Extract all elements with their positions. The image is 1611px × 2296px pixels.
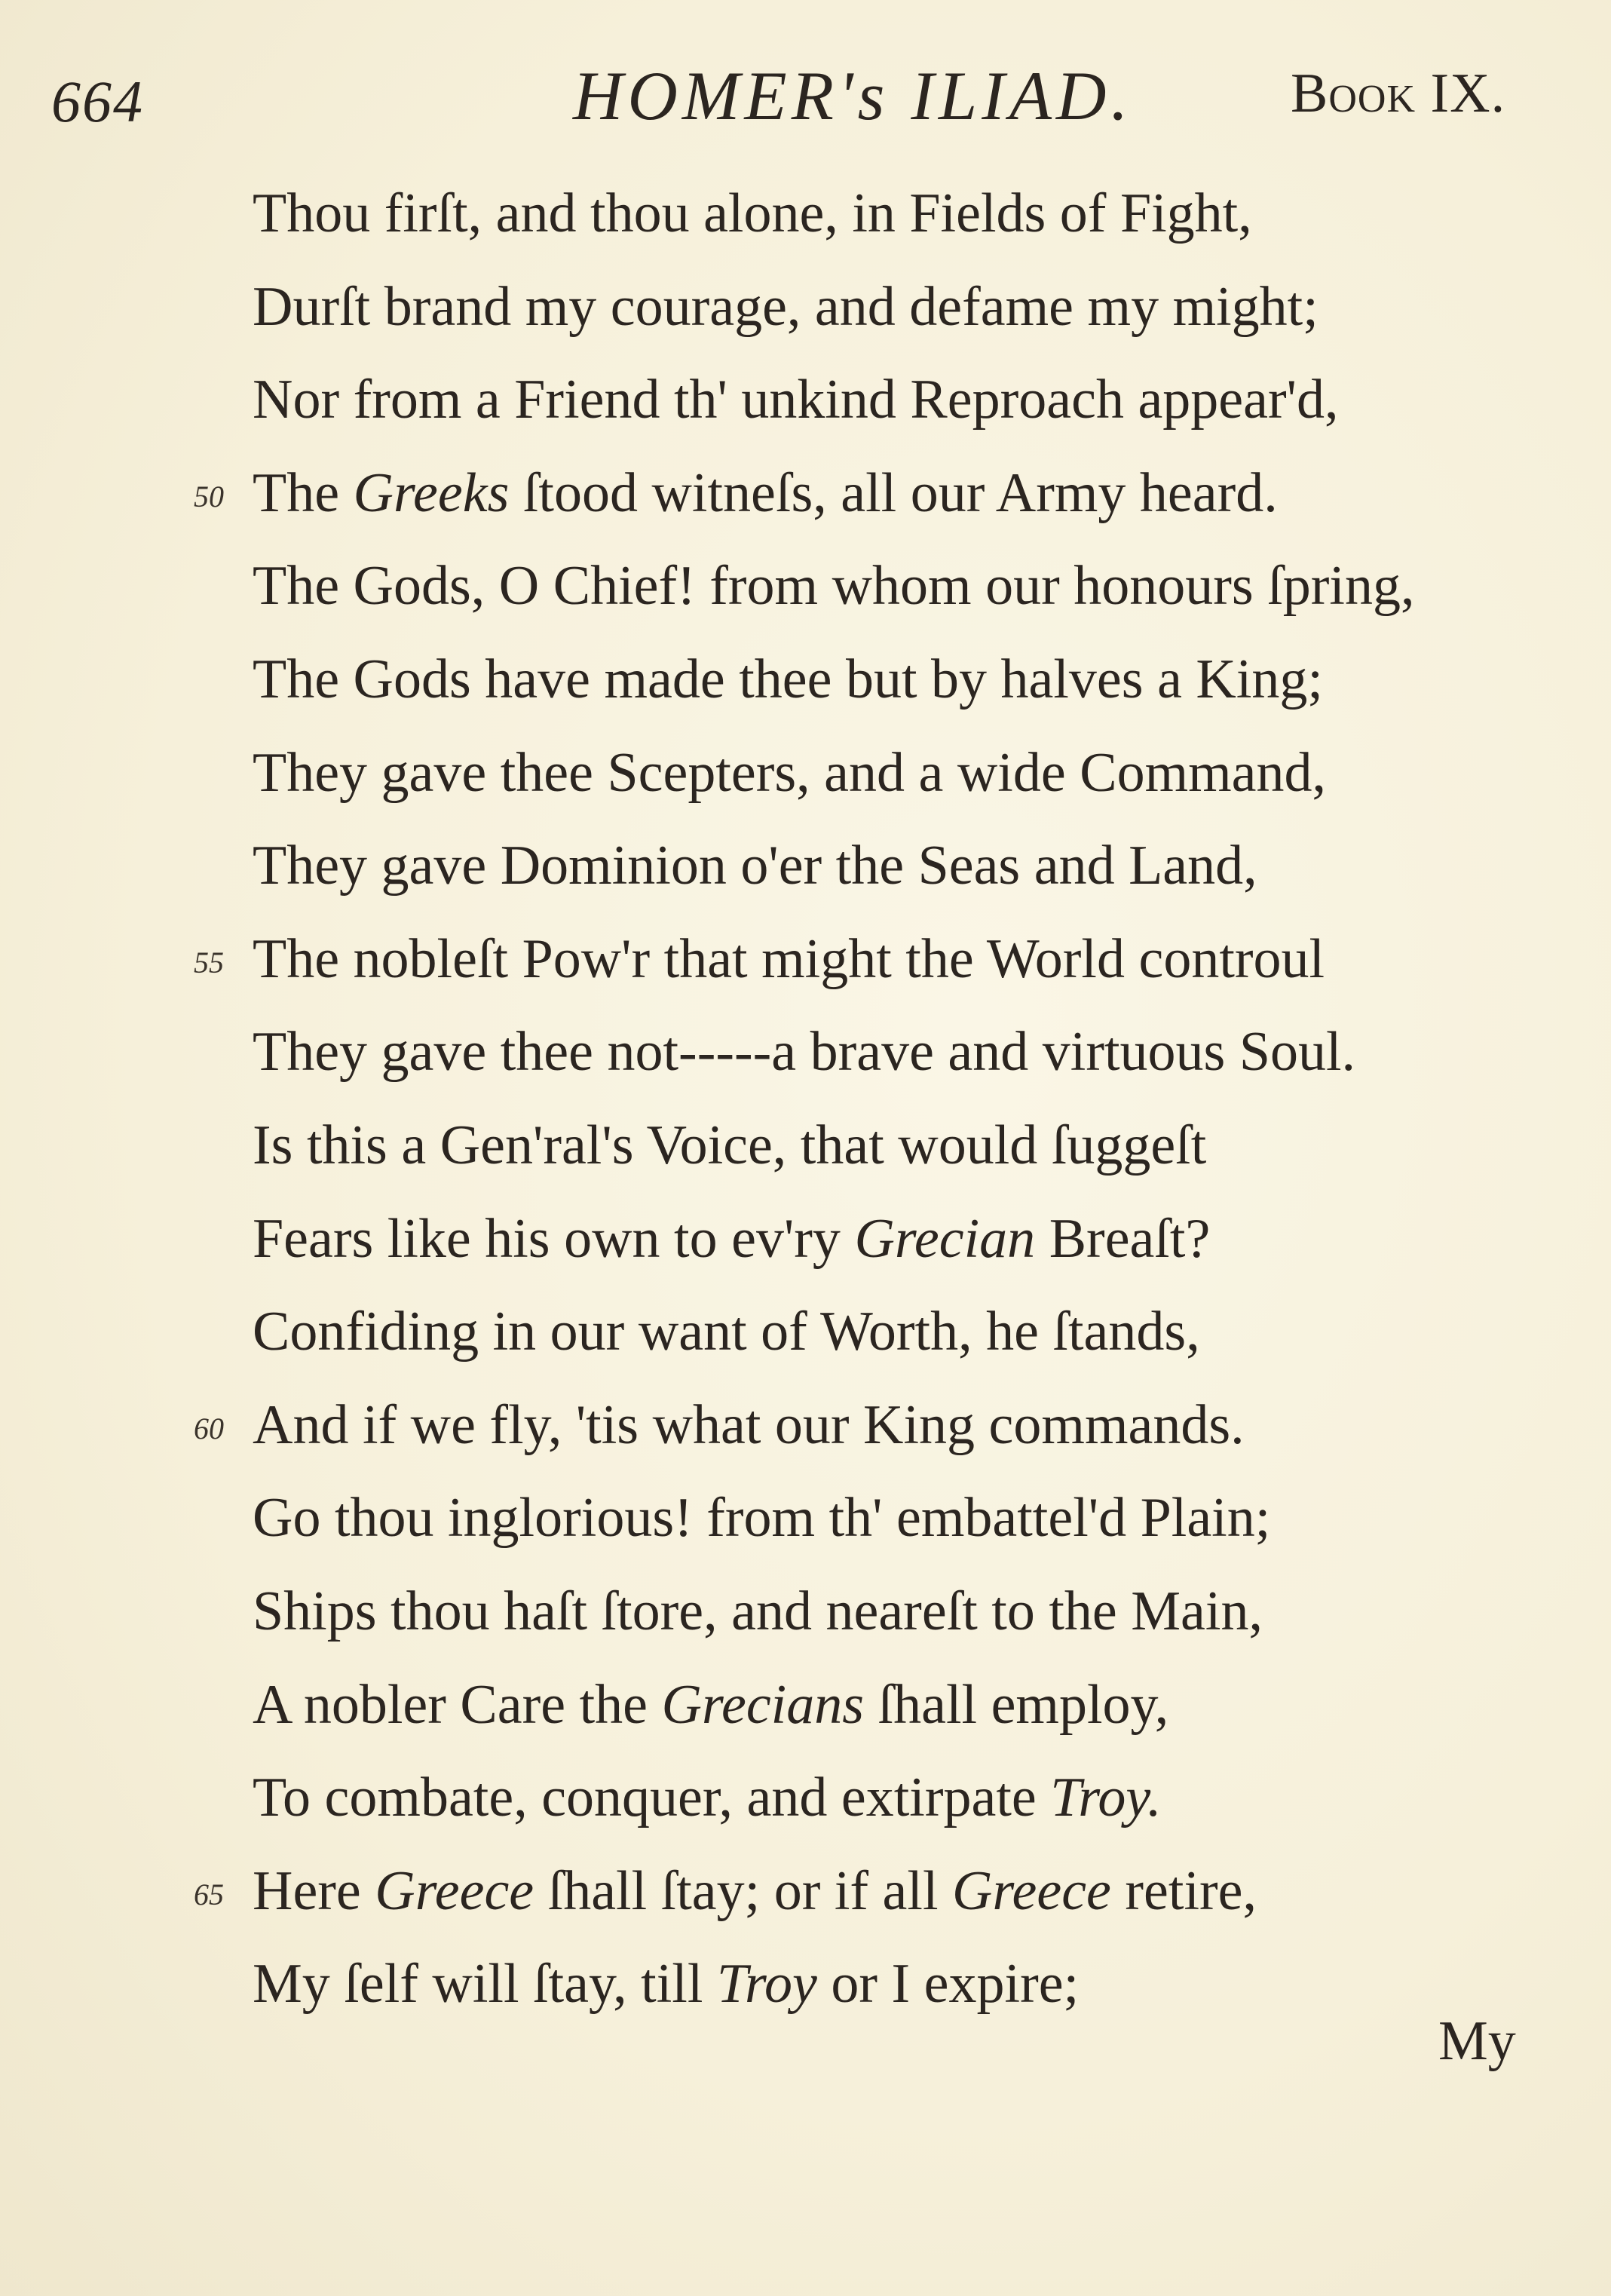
verse-line (253, 820, 1549, 913)
verse-line-text (253, 1767, 1162, 1829)
text-segment: My ſelf will ſtay, till (253, 1953, 717, 2016)
text-segment: Fears like his own to ev'ry (253, 1207, 855, 1270)
verse-line (253, 1193, 1549, 1286)
verse-line (194, 447, 1549, 541)
verse-line (253, 1099, 1549, 1193)
text-segment: They gave thee not-----a brave and virtuous Soul. (253, 1021, 1356, 1084)
verse-line-text (253, 928, 1325, 990)
text-segment: A nobler Care the (253, 1673, 662, 1736)
text-segment: ſhall employ, (864, 1673, 1169, 1736)
text-segment: Durſt brand my courage, and defame my might; (253, 275, 1319, 338)
verse-line (253, 1752, 1549, 1845)
verse-line (194, 1845, 1549, 1939)
verse-line-text (253, 835, 1257, 897)
text-segment: Nor from a Friend th' unkind Reproach appear'd, (253, 369, 1339, 431)
verse-line-text (253, 742, 1326, 804)
italic-word: Greece (375, 1859, 534, 1922)
verse-line-text (253, 369, 1338, 431)
verse-line (253, 167, 1549, 261)
text-segment: Confiding in our want of Worth, he ſtands, (253, 1301, 1200, 1363)
verse-line-text (253, 1114, 1206, 1176)
text-segment: The (253, 461, 354, 524)
verse-line-text (253, 1208, 1210, 1270)
text-segment: They gave Dominion o'er the Seas and Land, (253, 835, 1257, 897)
text-segment: To combate, conquer, and extirpate (253, 1767, 1051, 1829)
text-segment: ſhall ſtay; or if all (534, 1859, 953, 1922)
verse-line (253, 1472, 1549, 1565)
text-segment: Ships thou haſt ſtore, and neareſt to the Main, (253, 1580, 1263, 1642)
verse-line-text (253, 182, 1252, 244)
text-segment: And if we fly, 'tis what our King commands. (253, 1393, 1245, 1456)
verse-line (253, 727, 1549, 820)
verse-line (253, 1006, 1549, 1099)
verse-line-text (253, 1394, 1245, 1456)
verse-line (253, 261, 1549, 354)
verse-line-text (253, 1301, 1200, 1363)
text-segment: or I expire; (816, 1953, 1080, 2016)
line-number: 65 (194, 1877, 224, 1911)
text-segment: Breaſt? (1035, 1207, 1211, 1270)
verse-line (253, 1938, 1549, 2031)
italic-word: Greeks (353, 461, 510, 524)
verse-line (194, 1379, 1549, 1473)
verse-line (253, 1286, 1549, 1379)
line-number: 60 (194, 1411, 224, 1445)
page-number: 664 (51, 69, 144, 134)
catchword: My (1438, 2010, 1516, 2072)
verse-line-text (253, 1953, 1079, 2015)
italic-word: Grecian (854, 1207, 1036, 1270)
verse-line (253, 354, 1549, 447)
running-title: HOMER's ILIAD. (573, 57, 1133, 134)
text-segment: The nobleſt Pow'r that might the World controul (253, 927, 1325, 990)
verse-line-text (253, 1021, 1355, 1083)
book-label: Book IX. (1291, 63, 1506, 124)
text-segment: ſtood witneſs, all our Army heard. (509, 461, 1278, 524)
text-segment: The Gods have made thee but by halves a King; (253, 648, 1323, 710)
italic-word: Troy (716, 1953, 817, 2016)
verse-block (194, 167, 1549, 2031)
italic-word: Troy. (1050, 1767, 1162, 1829)
line-number: 55 (194, 945, 224, 979)
text-segment: Thou firſt, and thou alone, in Fields of Fight, (253, 182, 1252, 244)
verse-line-text (253, 1487, 1270, 1549)
italic-word: Greece (952, 1859, 1111, 1922)
line-number: 50 (194, 479, 224, 513)
verse-line-text (253, 1674, 1168, 1736)
text-segment: Go thou inglorious! from th' embattel'd Plain; (253, 1487, 1271, 1550)
verse-line-text (253, 1860, 1257, 1922)
text-segment: Here (253, 1859, 375, 1922)
verse-line (253, 1565, 1549, 1659)
verse-line-text (253, 276, 1319, 338)
text-segment: They gave thee Scepters, and a wide Command, (253, 741, 1327, 804)
verse-line (253, 1659, 1549, 1752)
text-segment: The Gods, O Chief! from whom our honours ſpring, (253, 555, 1415, 618)
verse-line-text (253, 462, 1278, 524)
verse-line (253, 633, 1549, 727)
verse-line (194, 913, 1549, 1007)
italic-word: Grecians (661, 1673, 865, 1736)
verse-line-text (253, 648, 1323, 710)
page-header (0, 45, 1611, 136)
text-segment: Is this a Gen'ral's Voice, that would ſuggeſt (253, 1114, 1207, 1176)
verse-line-text (253, 1580, 1263, 1642)
verse-line-text (253, 555, 1414, 617)
verse-line (253, 540, 1549, 633)
text-segment: retire, (1110, 1859, 1257, 1922)
